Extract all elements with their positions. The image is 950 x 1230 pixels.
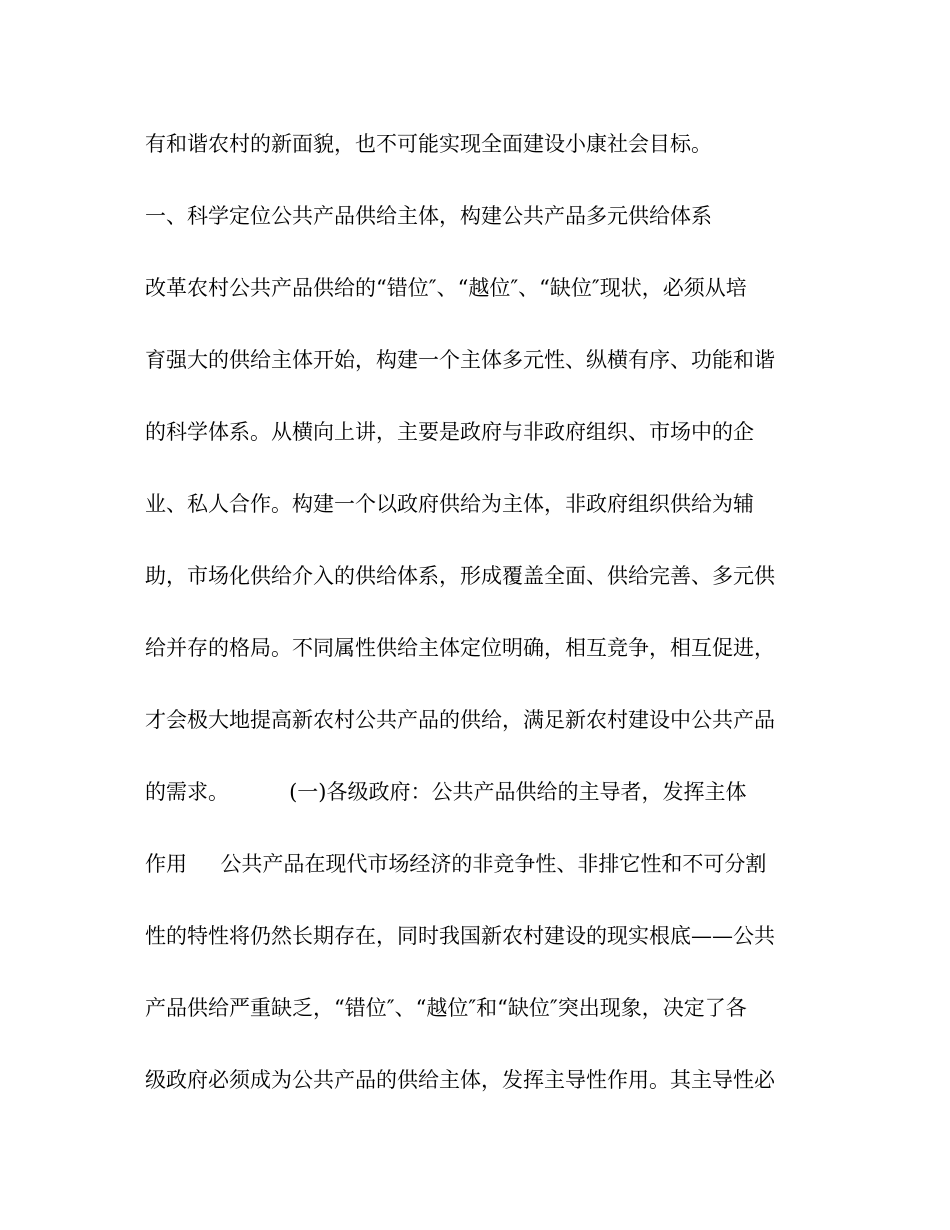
text-line: 有和谐农村的新面貌，也不可能实现全面建设小康社会目标。: [145, 132, 712, 156]
text-line: 级政府必须成为公共产品的供给主体，发挥主导性作用。其主导性必: [145, 1068, 775, 1092]
text-line: 产品供给严重缺乏，“错位″、“越位″和“缺位″突出现象，决定了各: [145, 996, 747, 1020]
text-line: 育强大的供给主体开始，构建一个主体多元性、纵横有序、功能和谐: [145, 348, 775, 372]
text-line: 的科学体系。从横向上讲，主要是政府与非政府组织、市场中的企: [145, 420, 754, 444]
text-line: 作用 公共产品在现代市场经济的非竞争性、非排它性和不可分割: [145, 852, 767, 876]
text-line: 助，市场化供给介入的供给体系，形成覆盖全面、供给完善、多元供: [145, 564, 775, 588]
text-line: 业、私人合作。构建一个以政府供给为主体，非政府组织供给为辅: [145, 492, 754, 516]
text-line: 才会极大地提高新农村公共产品的供给，满足新农村建设中公共产品: [145, 708, 775, 732]
text-line: 性的特性将仍然长期存在，同时我国新农村建设的现实根底——公共: [145, 924, 775, 948]
text-line: 给并存的格局。不同属性供给主体定位明确，相互竞争，相互促进，: [145, 636, 775, 660]
section-heading: 一、科学定位公共产品供给主体，构建公共产品多元供给体系: [145, 204, 712, 228]
text-line: 改革农村公共产品供给的“错位″、“越位″、“缺位″现状，必须从培: [145, 276, 747, 300]
text-line: 的需求。 (一)各级政府：公共产品供给的主导者，发挥主体: [145, 780, 747, 804]
